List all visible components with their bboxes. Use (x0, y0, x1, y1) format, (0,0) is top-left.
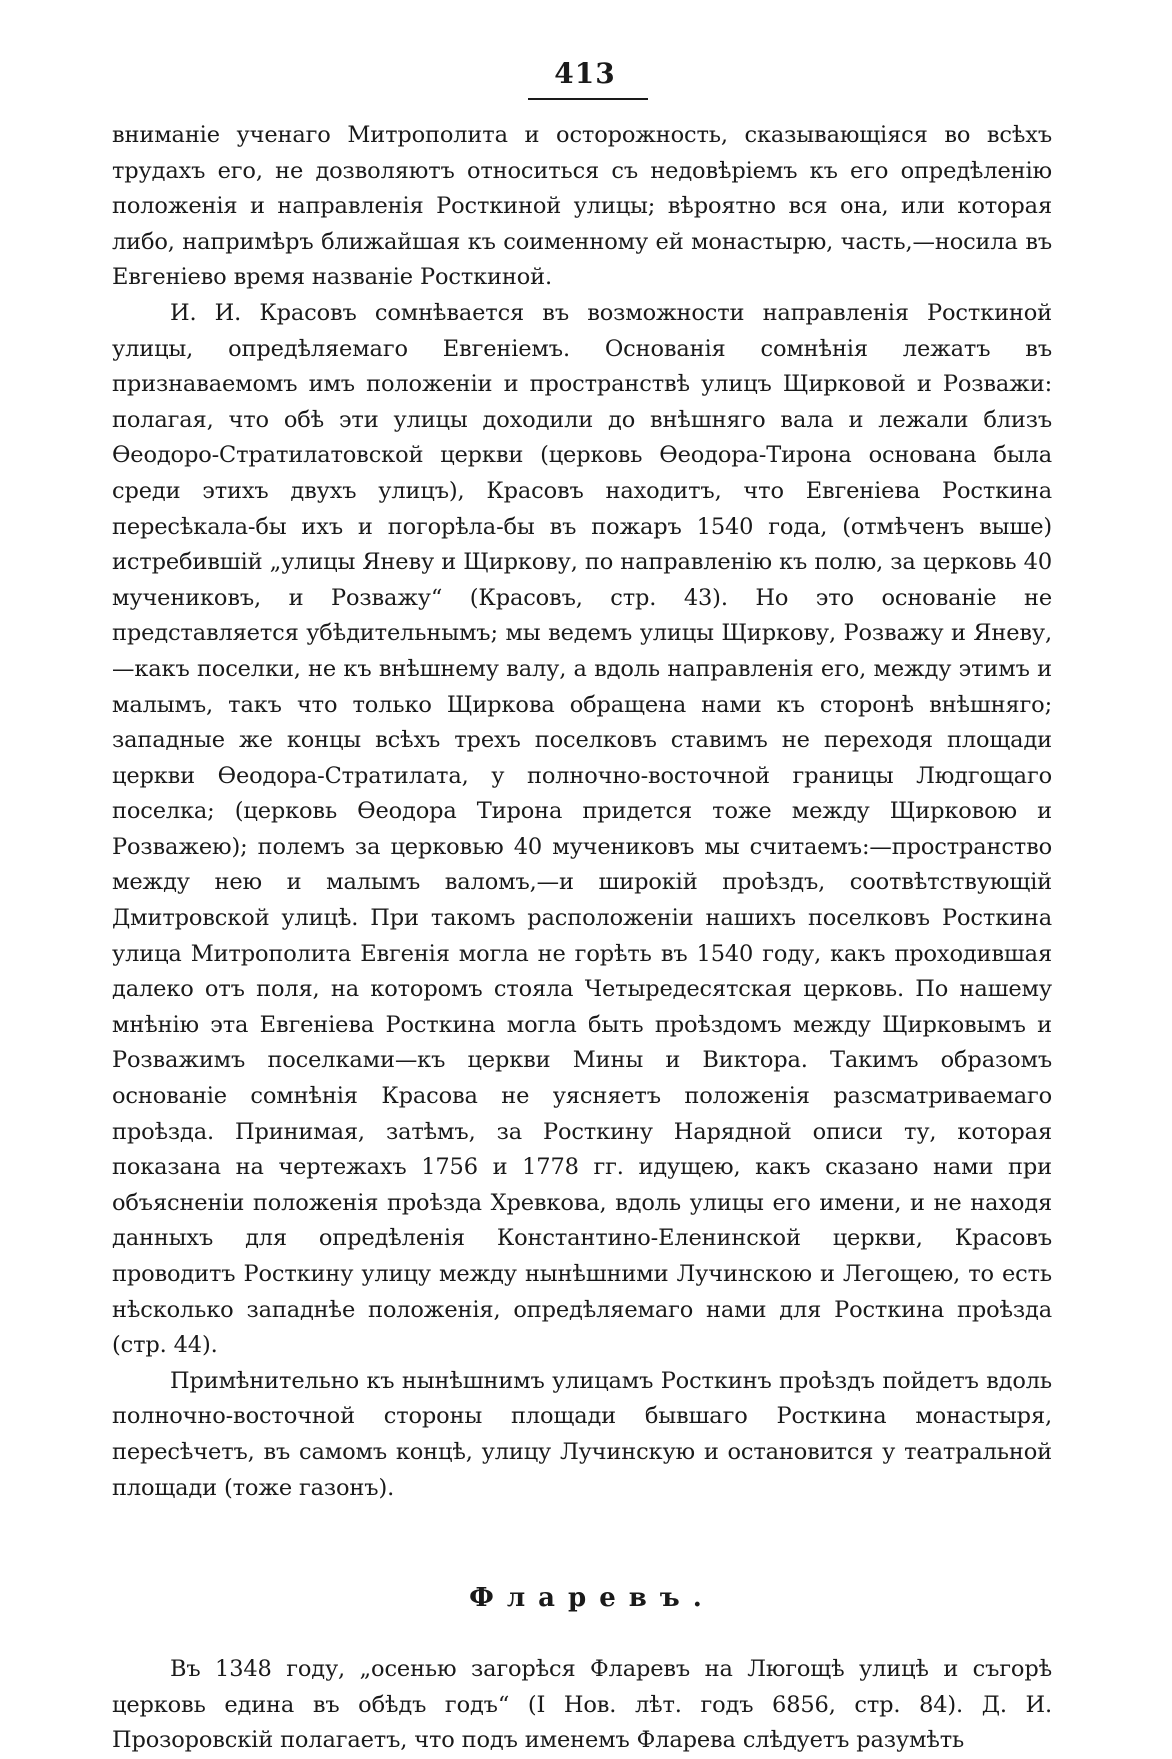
document-page (112, 56, 1052, 1759)
section-title: Фларевъ. (469, 1583, 715, 1614)
paragraph-2: И. И. Красовъ сомнѣвается въ возможности направленія Росткиной улицы, опредѣляемаго Евгеніемъ. Основанія сомнѣнія лежатъ въ признаваемомъ имъ положеніи и пространствѣ улицъ Щирковой и Розважи: полагая, что обѣ эти улицы доходили до внѣшняго вала и лежали близъ Ѳеодоро-Стратилатовской церкви (церковь Ѳеодора-Тирона основана была среди этихъ двухъ улицъ), Красовъ находитъ, что Евгеніева Росткина пересѣкала-бы ихъ и погорѣла-бы въ пожаръ 1540 года, (отмѣченъ выше) истребившій „улицы Яневу и Щиркову, по направленію къ полю, за церковь 40 мучениковъ, и Розважу“ (Красовъ, стр. 43). Но это основаніе не представляется убѣдительнымъ; мы ведемъ улицы Щиркову, Розважу и Яневу,—какъ поселки, не къ внѣшнему валу, а вдоль направленія его, между этимъ и малымъ, такъ что только Щиркова обращена нами къ сторонѣ внѣшняго; западные же концы всѣхъ трехъ поселковъ ставимъ не переходя площади церкви Ѳеодора-Стратилата, у полночно-восточной границы Людгощаго поселка; (церковь Ѳеодора Тирона придется тоже между Щирковою и Розважею); полемъ за церковью 40 мучениковъ мы считаемъ:—пространство между нею и малымъ валомъ,—и широкій проѣздъ, соотвѣтствующій Дмитровской улицѣ. При такомъ расположеніи нашихъ поселковъ Росткина улица Митрополита Евгенія могла не горѣть въ 1540 году, какъ проходившая далеко отъ поля, на которомъ стояла Четыредесятская церковь. По нашему мнѣнію эта Евгеніева Росткина могла быть проѣздомъ между Щирковымъ и Розважимъ поселками—къ церкви Мины и Виктора. Такимъ образомъ основаніе сомнѣнія Красова не уясняетъ положенія разсматриваемаго проѣзда. Принимая, затѣмъ, за Росткину Нарядной описи ту, которая показана на чертежахъ 1756 и 1778 гг. идущею, какъ сказано нами при объясненіи положенія проѣзда Хревкова, вдоль улицы его имени, и не находя данныхъ для опредѣленія Константино-Еленинской церкви, Красовъ проводитъ Росткину улицу между нынѣшними Лучинскою и Легощею, то есть нѣсколько западнѣе положенія, опредѣляемаго нами для Росткина проѣзда (стр. 44). (112, 299, 1052, 1359)
section-flarev (112, 1578, 1052, 1759)
page-number: 413 (554, 57, 616, 90)
section-rostkina-street (112, 118, 1052, 1506)
section-spacer (112, 1506, 1052, 1578)
title-spacer (112, 1618, 1052, 1652)
paragraph-3: Примѣнительно къ нынѣшнимъ улицамъ Росткинъ проѣздъ пойдетъ вдоль полночно-восточной стороны площади бывшаго Росткина монастыря, пересѣчетъ, въ самомъ концѣ, улицу Лучинскую и остановится у театральной площади (тоже газонъ). (112, 1367, 1052, 1501)
header-rule (528, 98, 648, 100)
paragraph-4: Въ 1348 году, „осенью загорѣся Фларевъ на Люгощѣ улицѣ и съгорѣ церковь едина въ обѣдъ годъ“ (I Нов. лѣт. годъ 6856, стр. 84). Д. И. Прозоровскій полагаетъ, что подъ именемъ Фларева слѣдуетъ разумѣть (112, 1656, 1052, 1754)
paragraph-1: вниманіе ученаго Митрополита и осторожность, сказывающіяся во всѣхъ трудахъ его, не дозволяютъ относиться съ недовѣріемъ къ его опредѣленію положенія и направленія Росткиной улицы; вѣроятно вся она, или которая либо, напримѣръ ближайшая къ соименному ей монастырю, часть,—носила въ Евгеніево время названіе Росткиной. (112, 122, 1052, 291)
